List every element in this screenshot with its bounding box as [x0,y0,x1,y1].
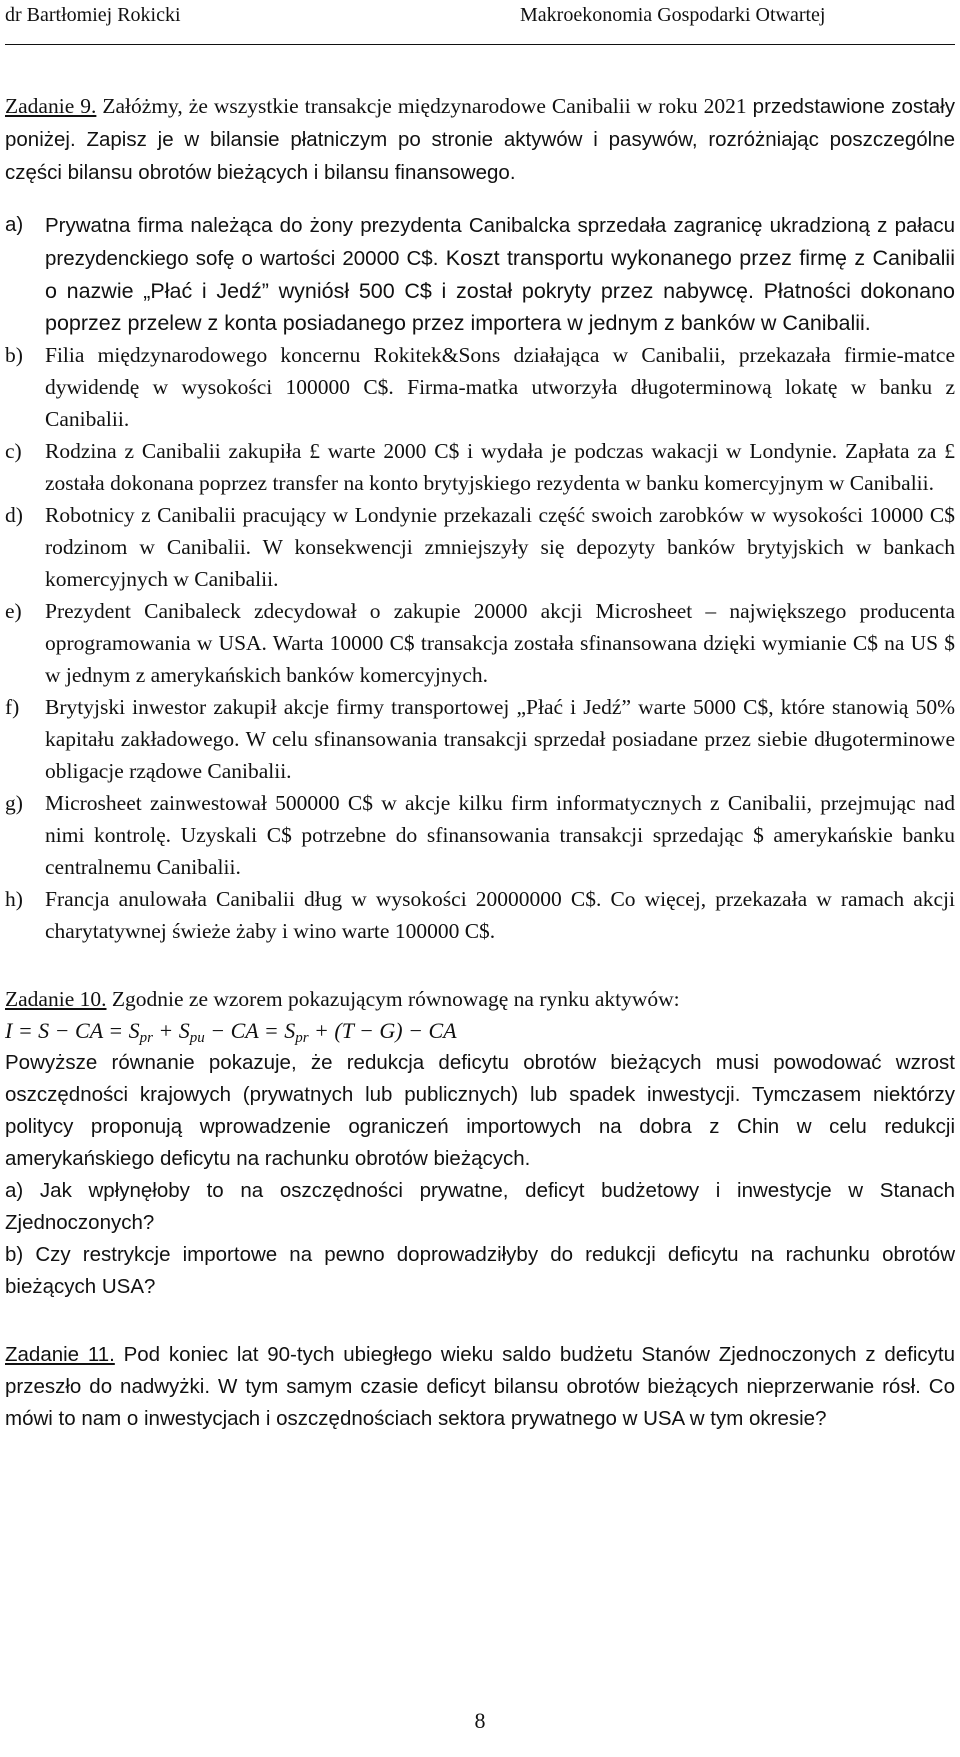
task-10-intro-text: Zgodnie ze wzorem pokazującym równowagę na rynku aktywów: [106,987,680,1011]
asset-market-formula [5,1015,955,1047]
item-text-cont: Koszt transportu wykonanego przez firmę z Canibalii o nazwie „Płać i Jedź” wyniósł 500 C$ i został pokryty przez nabywcę. Płatności dokonano poprzez przelew z konta posiadanego przez importera w jednym z banków w Canibalii. [45,246,955,335]
task-9-intro-b: przedstawione zostały poniżej. Zapisz je w bilansie płatniczym po stronie aktywów i pasywów, rozróżniając poszczególne części bilansu obrotów bieżących i bilansu finansowego. [5,95,955,184]
list-item-e [5,595,955,691]
document-body [5,90,955,1435]
item-label: d) [5,503,23,527]
list-item-b [5,339,955,435]
task-9-list [5,209,955,947]
list-item-d [5,499,955,595]
formula-part: I = S − CA = S [5,1018,140,1043]
task-11-body: Pod koniec lat 90-tych ubiegłego wieku saldo budżetu Stanów Zjednoczonych z deficytu przeszło do nadwyżki. W tym samym czasie deficyt bilansu obrotów bieżących nieprzerwanie rósł. Co mówi to nam o inwestycjach i oszczędnościach sektora prywatnego w USA w tym okresie? [5,1343,955,1430]
task-11-text [5,1339,955,1435]
list-item-c [5,435,955,499]
task-10-body: Powyższe równanie pokazuje, że redukcja deficytu obrotów bieżących musi powodować wzrost oszczędności krajowych (prywatnych lub publicznych) lub spadek inwestycji. Tymczasem niektórzy politycy proponują wprowadzenie ograniczeń importowych na dobra z Chin w celu redukcji amerykańskiego deficytu na rachunku obrotów bieżących. [5,1051,955,1170]
section-gap [5,1303,955,1339]
item-label: f) [5,695,20,719]
formula-part: + (T − G) − CA [308,1018,457,1043]
page-number: 8 [474,1708,486,1733]
item-label: e) [5,599,22,623]
item-text: Brytyjski inwestor zakupił akcje firmy transportowej „Płać i Jedź” warte 5000 C$, które stanowią 50% kapitału zakładowego. W celu sfinansowania transakcji sprzedał posiadane przez siebie długoterminowe obligacje rządowe Canibalii. [45,695,955,783]
item-label: c) [5,439,22,463]
task-9-intro [5,90,955,189]
task-10-question-b: b) Czy restrykcje importowe na pewno doprowadziłyby do redukcji deficytu na rachunku obrotów bieżących USA? [5,1243,955,1298]
item-text: Prywatna firma należąca do żony prezydenta Canibalcka sprzedała zagranicę ukradzioną z pałacu prezydenckiego sofę o wartości 20000 C$. [45,214,955,270]
section-gap [5,947,955,983]
formula-part: + S [152,1018,190,1043]
formula-subscript: pr [295,1030,309,1046]
item-text: Francja anulowała Canibalii dług w wysokości 20000000 C$. Co więcej, przekazała w ramach akcji charytatywnej świeże żaby i wino warte 100000 C$. [45,887,955,943]
page-header [0,0,960,46]
list-item-h [5,883,955,947]
header-rule [5,44,955,45]
task-9-label: Zadanie 9. [5,94,97,118]
header-author: dr Bartłomiej Rokicki [5,4,181,26]
task-9-intro-a: Załóżmy, że wszystkie transakcje międzynarodowe Canibalii w roku 2021 [96,94,753,118]
item-text: Prezydent Canibaleck zdecydował o zakupie 20000 akcji Microsheet – największego producenta oprogramowania w USA. Warta 10000 C$ transakcja została sfinansowana dzięki wymianie C$ na US $ w jednym z amerykańskich banków komercyjnych. [45,599,955,687]
item-label: a) [5,213,24,236]
item-text: Rodzina z Canibalii zakupiła £ warte 2000 C$ i wydała je podczas wakacji w Londynie. Zapłata za £ została dokonana poprzez transfer na konto brytyjskiego rezydenta w banku komercyjnym w Canibalii. [45,439,955,495]
task-10 [5,983,955,1303]
item-text: Filia międzynarodowego koncernu Rokitek&Sons działająca w Canibalii, przekazała firmie-matce dywidendę w wysokości 100000 C$. Firma-matka utworzyła długoterminową lokatę w banku z Canibalii. [45,343,955,431]
task-11 [5,1339,955,1435]
task-10-intro [5,983,955,1015]
item-label: g) [5,791,23,815]
item-label: b) [5,343,23,367]
task-9 [5,90,955,947]
task-11-label: Zadanie 11. [5,1343,115,1366]
header-course: Makroekonomia Gospodarki Otwartej [520,4,826,26]
list-item-a [5,209,955,339]
list-item-g [5,787,955,883]
task-10-question-a: a) Jak wpłynęłoby to na oszczędności prywatne, deficyt budżetowy i inwestycje w Stanach Zjednoczonych? [5,1179,955,1234]
item-text: Microsheet zainwestował 500000 C$ w akcje kilku firm informatycznych z Canibalii, przejmując nad nimi kontrolę. Uzyskali C$ potrzebne do sfinansowania transakcji sprzedając $ amerykańskie banku centralnemu Canibalii. [45,791,955,879]
task-10-label: Zadanie 10. [5,987,107,1011]
formula-subscript: pr [139,1030,153,1046]
formula-subscript: pu [189,1030,205,1046]
item-label: h) [5,887,23,911]
item-text: Robotnicy z Canibalii pracujący w Londynie przekazali część swoich zarobków w wysokości 10000 C$ rodzinom w Canibalii. W konsekwencji zmniejszyły się depozyty banków brytyjskich w bankach komercyjnych w Canibalii. [45,503,955,591]
list-item-f [5,691,955,787]
formula-part: − CA = S [204,1018,296,1043]
